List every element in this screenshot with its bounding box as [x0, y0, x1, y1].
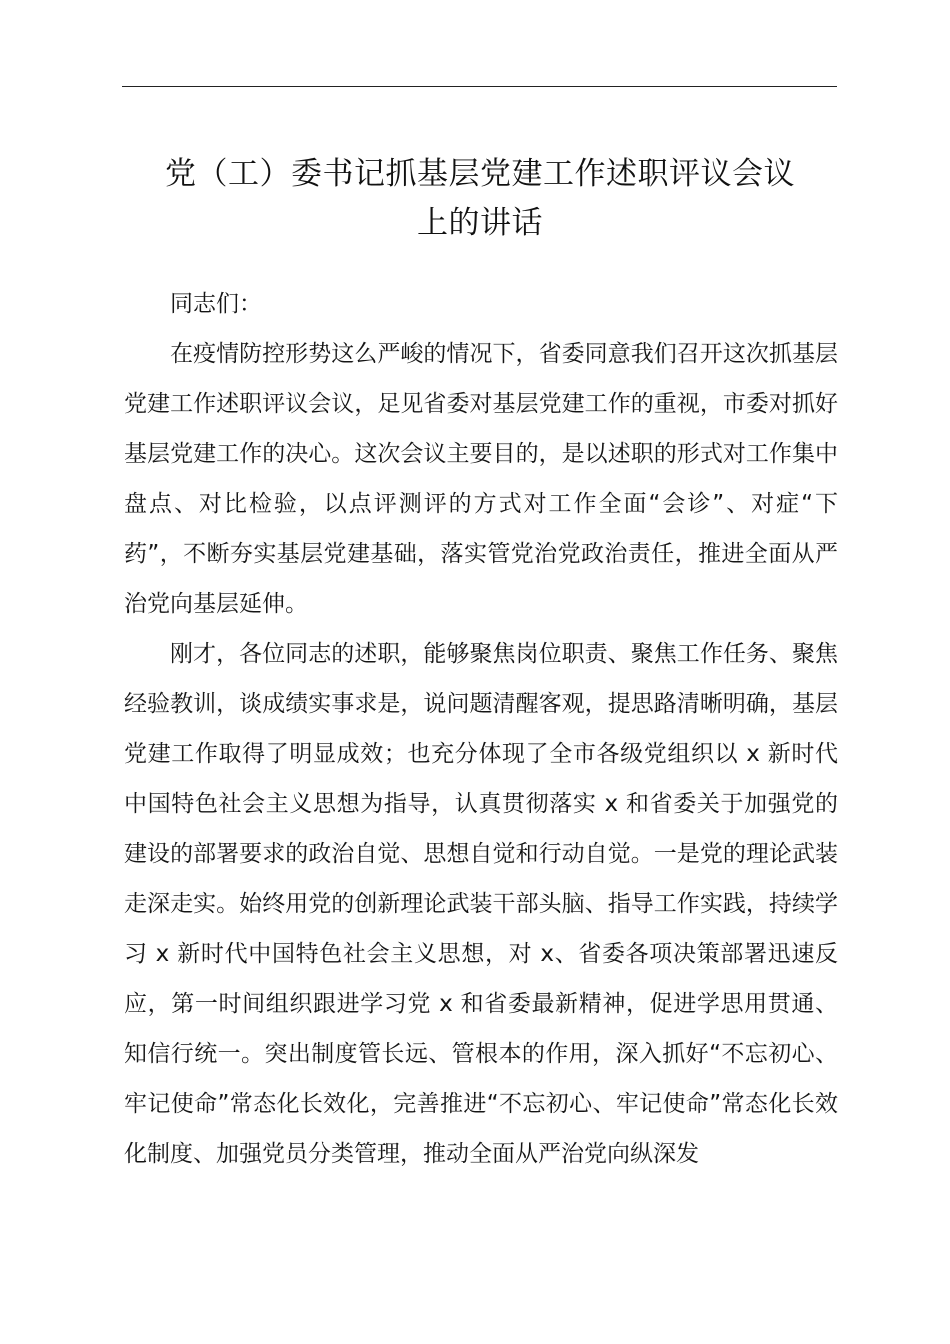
paragraph-2: 刚才，各位同志的述职，能够聚焦岗位职责、聚焦工作任务、聚焦经验教训，谈成绩实事求是，说问题清醒客观，提思路清晰明确，基层党建工作取得了明显成效；也充分体现了全市各级党组织以 x 新时代中国特色社会主义思想为指导，认真贯彻落实 x 和省委关于加强党的建设的部署要求的政治自觉、思想自觉和行动自觉。一是党的理论武装走深走实。始终用党的创新理论武装干部头脑、指导工作实践，持续学习 x 新时代中国特色社会主义思想，对 x、省委各项决策部署迅速反应，第一时间组织跟进学习党 x 和省委最新精神，促进学思用贯通、知信行统一。突出制度管长远、管根本的作用，深入抓好“不忘初心、牢记使命”常态化长效化，完善推进“不忘初心、牢记使命”常态化长效化制度、加强党员分类管理，推动全面从严治党向纵深发	[124, 641, 838, 1167]
title-line-1: 党（工）委书记抓基层党建工作述职评议会议	[165, 156, 795, 192]
title-line-2: 上的讲话	[417, 205, 543, 241]
document-body	[124, 279, 838, 1179]
header-rule	[122, 86, 837, 87]
document-title	[110, 150, 850, 248]
salutation: 同志们：	[170, 291, 262, 317]
paragraph-1: 在疫情防控形势这么严峻的情况下，省委同意我们召开这次抓基层党建工作述职评议会议，足见省委对基层党建工作的重视，市委对抓好基层党建工作的决心。这次会议主要目的，是以述职的形式对工作集中盘点、对比检验，以点评测评的方式对工作全面“会诊”、对症“下药”，不断夯实基层党建基础，落实管党治党政治责任，推进全面从严治党向基层延伸。	[124, 341, 838, 617]
